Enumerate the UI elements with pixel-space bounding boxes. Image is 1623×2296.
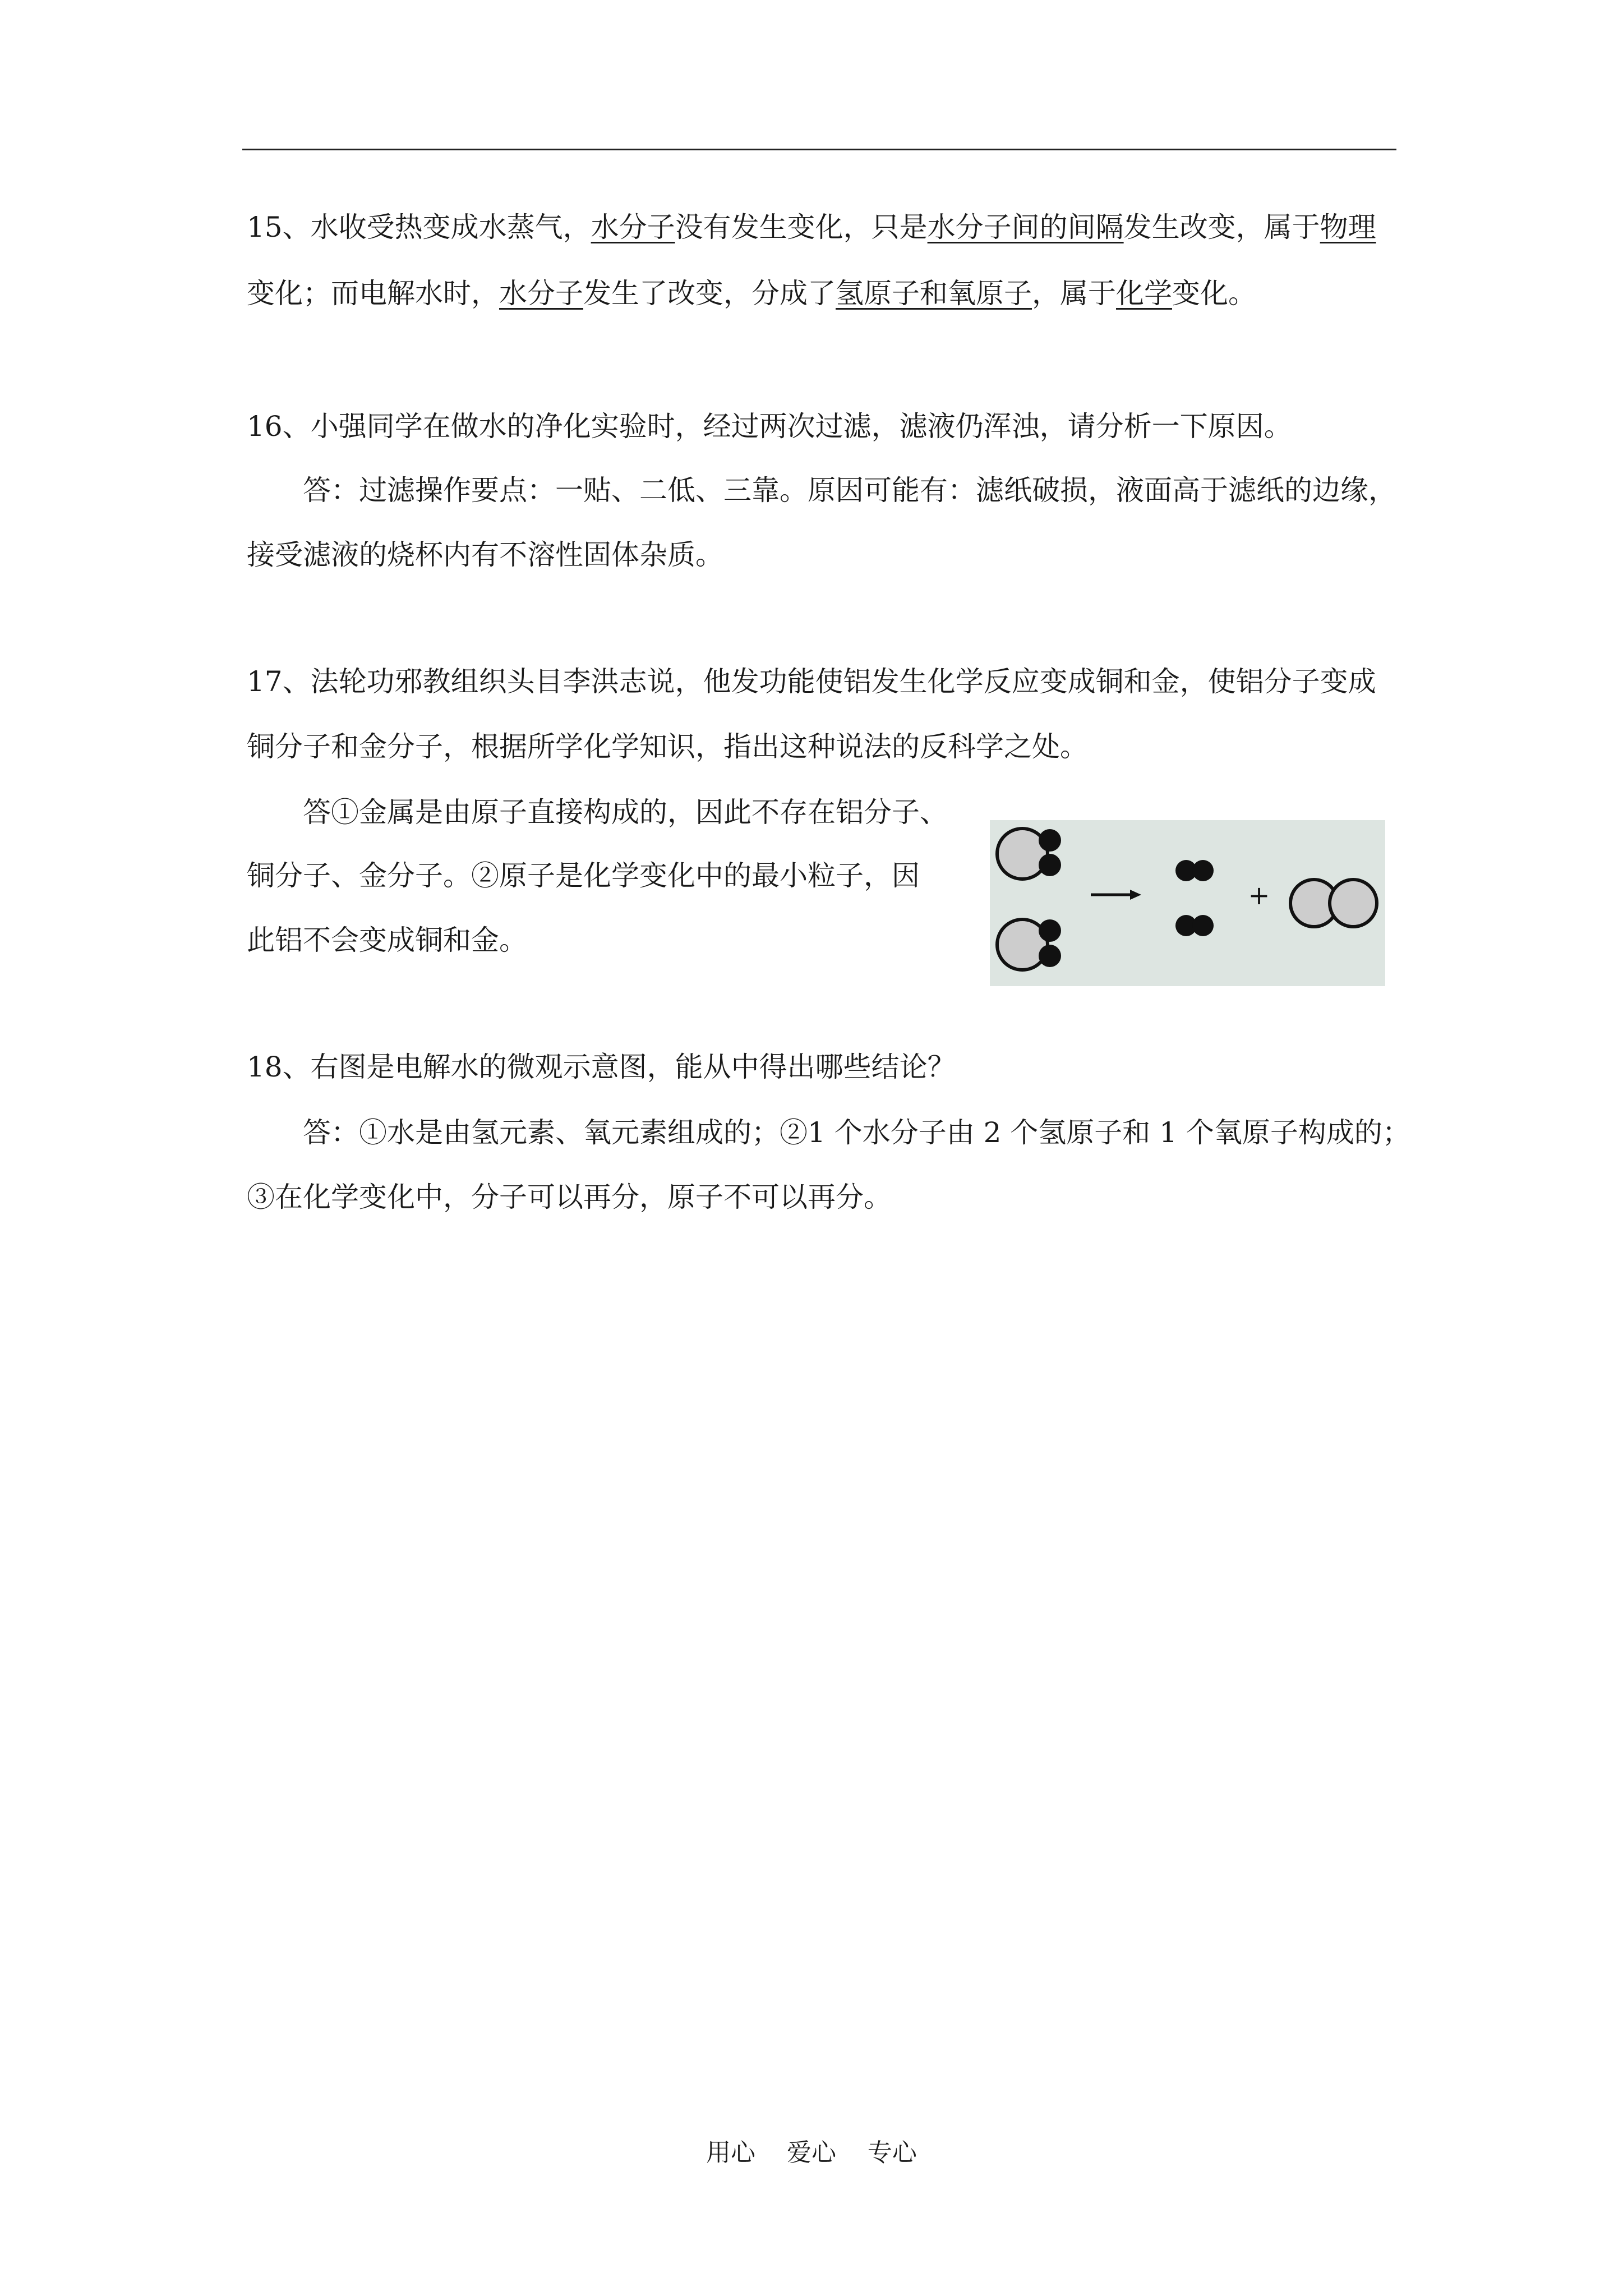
question-15 — [247, 209, 1396, 310]
hydrogen-atom — [1039, 829, 1061, 852]
blank-answer: 物理 — [1320, 211, 1376, 243]
water-molecule-2 — [997, 919, 1061, 970]
q15-line-2: 变化；而电解水时，水分子发生了改变，分成了氢原子和氧原子，属于化学变化。 — [247, 277, 1256, 310]
blank-answer: 氢原子和氧原子 — [836, 277, 1032, 310]
water-molecule-1 — [997, 829, 1061, 879]
q15-line-1: 15、水收受热变成水蒸气，水分子没有发生变化，只是水分子间的间隔发生改变，属于物理 — [247, 211, 1376, 243]
hydrogen-molecule-1 — [1175, 860, 1214, 881]
blank-answer: 化学 — [1116, 277, 1172, 310]
reaction-arrow-icon — [1091, 890, 1141, 900]
plus-sign: + — [1248, 880, 1270, 910]
q16-answer-line-1: 答：过滤操作要点：一贴、二低、三靠。原因可能有：滤纸破损，液面高于滤纸的边缘， — [303, 474, 1396, 507]
header-rule — [242, 149, 1396, 150]
page-footer: 用心 爱心 专心 — [706, 2138, 917, 2167]
q16-answer-line-2: 接受滤液的烧杯内有不溶性固体杂质。 — [247, 539, 723, 571]
electrolysis-diagram — [990, 820, 1385, 986]
q17-question-line-1: 17、法轮功邪教组织头目李洪志说，他发功能使铝发生化学反应变成铜和金，使铝分子变成 — [247, 665, 1376, 698]
question-16 — [247, 408, 1396, 577]
hydrogen-atom — [1039, 945, 1061, 967]
question-18 — [247, 1049, 1410, 1217]
blank-answer: 水分子间的间隔 — [927, 211, 1124, 243]
blank-answer: 水分子 — [499, 277, 583, 310]
hydrogen-atom — [1039, 919, 1061, 942]
q17-answer-line-3: 此铝不会变成铜和金。 — [247, 924, 527, 956]
q16-question: 16、小强同学在做水的净化实验时，经过两次过滤，滤液仍浑浊，请分析一下原因。 — [247, 410, 1292, 443]
electrolysis-svg — [990, 820, 1385, 986]
q18-answer-line-1: 答：①水是由氢元素、氧元素组成的；②1 个水分子由 2 个氢原子和 1 个氧原子构成的； — [303, 1116, 1410, 1149]
q18-answer-line-2: ③在化学变化中，分子可以再分，原子不可以再分。 — [247, 1181, 892, 1213]
q17-question-line-2: 铜分子和金分子，根据所学化学知识，指出这种说法的反科学之处。 — [247, 730, 1088, 763]
hydrogen-molecule-2 — [1175, 915, 1214, 936]
blank-answer: 水分子 — [591, 211, 675, 243]
hydrogen-atom — [1039, 854, 1061, 876]
q18-question: 18、右图是电解水的微观示意图，能从中得出哪些结论？ — [247, 1051, 956, 1083]
q17-answer-line-1: 答①金属是由原子直接构成的，因此不存在铝分子、 — [303, 796, 948, 829]
q17-answer-line-2: 铜分子、金分子。②原子是化学变化中的最小粒子，因 — [247, 859, 920, 892]
oxygen-molecule — [1290, 880, 1377, 927]
